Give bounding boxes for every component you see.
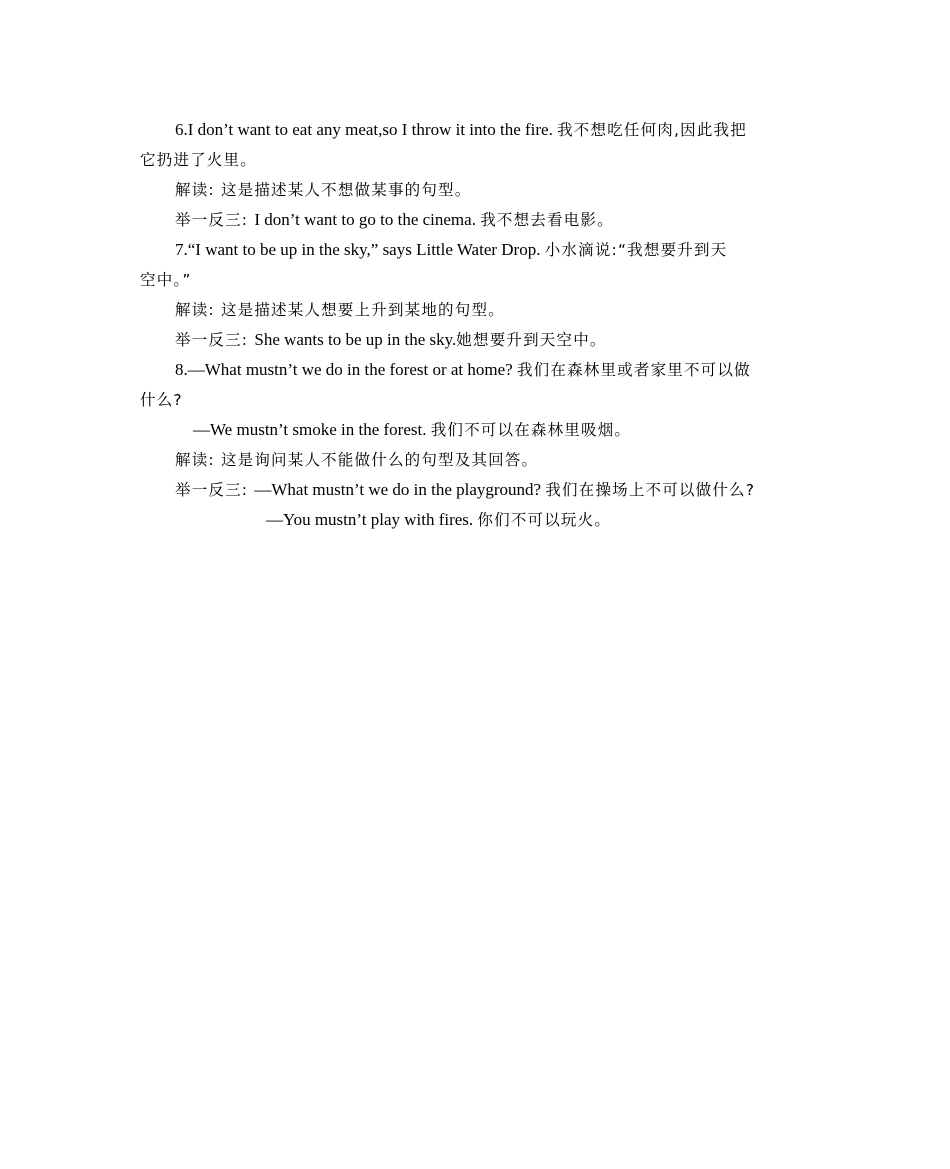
- item7-example-en: She wants to be up in the sky.: [254, 330, 457, 349]
- document-body: [140, 115, 810, 535]
- item8-example-q-cn: 我们在操场上不可以做什么?: [545, 481, 756, 499]
- item7-sentence-cn-cont: 空中。”: [140, 271, 192, 289]
- item6-example-label: 举一反三:: [175, 211, 255, 229]
- item8-question-cn: 我们在森林里或者家里不可以做: [516, 361, 751, 379]
- item8-example-question: [140, 475, 810, 505]
- item8-answer-en: —We mustn’t smoke in the forest.: [193, 420, 431, 439]
- item7-note-text: 解读: 这是描述某人想要上升到某地的句型。: [175, 301, 505, 319]
- item8-example-a-cn: 你们不可以玩火。: [477, 511, 612, 529]
- item6-sentence-line2: [140, 145, 810, 175]
- item6-example-en: I don’t want to go to the cinema.: [254, 210, 481, 229]
- item7-note: [140, 295, 810, 325]
- item8-example-a-en: —You mustn’t play with fires.: [266, 510, 478, 529]
- item6-note-text: 解读: 这是描述某人不想做某事的句型。: [175, 181, 472, 199]
- item6-note: [140, 175, 810, 205]
- item6-sentence-en: 6.I don’t want to eat any meat,so I throw it into the fire.: [175, 120, 558, 139]
- item8-question-line1: [140, 355, 810, 385]
- item7-sentence-cn: 小水滴说:“我想要升到天: [544, 241, 728, 259]
- item6-example-cn: 我不想去看电影。: [480, 211, 614, 229]
- item8-question-line2: [140, 385, 810, 415]
- item6-sentence-line1: [140, 115, 810, 145]
- item8-question-en: 8.—What mustn’t we do in the forest or at home?: [175, 360, 517, 379]
- item6-sentence-cn-cont: 它扔进了火里。: [140, 151, 257, 169]
- item7-example: [140, 325, 810, 355]
- item7-sentence-line2: [140, 265, 810, 295]
- item8-question-cn-cont: 什么?: [140, 391, 183, 409]
- item7-sentence-en: 7.“I want to be up in the sky,” says Little Water Drop.: [175, 240, 545, 259]
- item8-note-text: 解读: 这是询问某人不能做什么的句型及其回答。: [175, 451, 539, 469]
- item8-note: [140, 445, 810, 475]
- item8-example-label: 举一反三:: [175, 481, 255, 499]
- item8-answer: [140, 415, 810, 445]
- item6-example: [140, 205, 810, 235]
- item8-example-answer: [140, 505, 810, 535]
- item7-sentence-line1: [140, 235, 810, 265]
- item6-sentence-cn: 我不想吃任何肉,因此我把: [557, 121, 747, 139]
- item7-example-label: 举一反三:: [175, 331, 255, 349]
- item8-answer-cn: 我们不可以在森林里吸烟。: [430, 421, 632, 439]
- item8-example-q-en: —What mustn’t we do in the playground?: [254, 480, 546, 499]
- item7-example-cn: 她想要升到天空中。: [456, 331, 607, 349]
